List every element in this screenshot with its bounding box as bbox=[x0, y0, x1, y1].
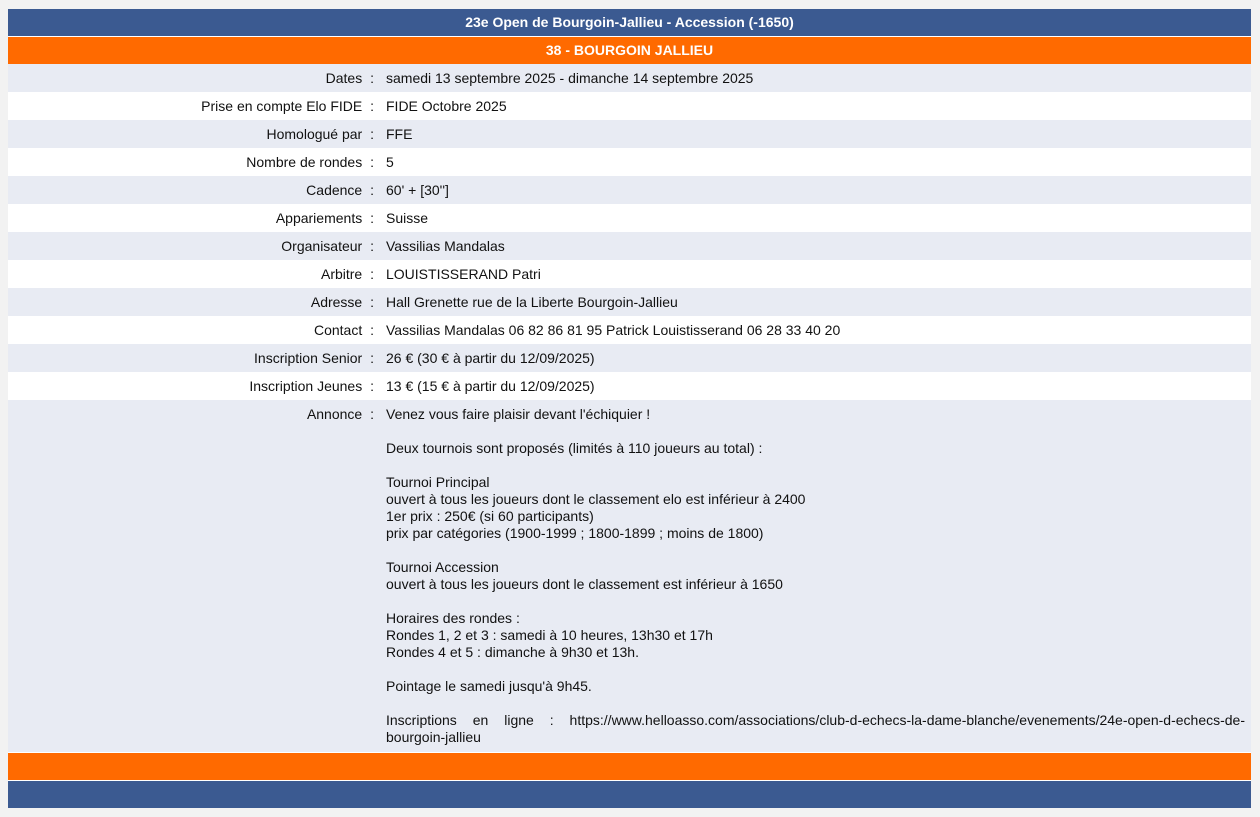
registration-link[interactable]: Inscriptions en ligne : https://www.helloasso.com/associations/club-d-echecs-la-dame-blanche/evenements/24e-open-d-echecs-de-bourgoin-jallieu bbox=[386, 712, 1245, 745]
announcement-paragraph bbox=[386, 559, 1245, 593]
row-rounds bbox=[8, 148, 1251, 176]
row-arbiter bbox=[8, 260, 1251, 288]
announcement-line: 1er prix : 250€ (si 60 participants) bbox=[386, 508, 594, 524]
field-label: Organisateur : bbox=[281, 238, 374, 254]
row-fee-senior bbox=[8, 344, 1251, 372]
field-value: 5 bbox=[386, 154, 394, 170]
field-value: FIDE Octobre 2025 bbox=[386, 98, 507, 114]
announcement-line: ouvert à tous les joueurs dont le classement est inférieur à 1650 bbox=[386, 576, 783, 592]
field-label: Annonce : bbox=[306, 406, 374, 422]
row-fee-youth bbox=[8, 372, 1251, 400]
field-value: Vassilias Mandalas bbox=[386, 238, 505, 254]
row-elo bbox=[8, 92, 1251, 120]
announcement-paragraph bbox=[386, 678, 1245, 695]
row-address bbox=[8, 288, 1251, 316]
tournament-title: 23e Open de Bourgoin-Jallieu - Accession (-1650) bbox=[8, 9, 1251, 37]
tournament-sheet bbox=[8, 9, 1251, 808]
row-pairing bbox=[8, 204, 1251, 232]
field-value: 13 € (15 € à partir du 12/09/2025) bbox=[386, 378, 595, 394]
announcement-text bbox=[380, 400, 1251, 752]
announcement-line: Tournoi Principal bbox=[386, 474, 490, 490]
field-label: Contact : bbox=[313, 322, 374, 338]
details-table bbox=[8, 64, 1251, 752]
announcement-paragraph bbox=[386, 474, 1245, 542]
announcement-line: Pointage le samedi jusqu'à 9h45. bbox=[386, 678, 592, 694]
field-value: LOUISTISSERAND Patri bbox=[386, 266, 541, 282]
field-label: Prise en compte Elo FIDE : bbox=[201, 98, 374, 114]
row-homologation bbox=[8, 120, 1251, 148]
announcement-line: Venez vous faire plaisir devant l'échiquier ! bbox=[386, 406, 651, 422]
announcement-paragraph bbox=[386, 610, 1245, 661]
field-label: Cadence : bbox=[306, 182, 374, 198]
announcement-line: Rondes 4 et 5 : dimanche à 9h30 et 13h. bbox=[386, 644, 639, 660]
row-contact bbox=[8, 316, 1251, 344]
announcement-line: Tournoi Accession bbox=[386, 559, 499, 575]
field-value: 60' + [30''] bbox=[386, 182, 449, 198]
field-label: Nombre de rondes : bbox=[246, 154, 374, 170]
field-label: Inscription Senior : bbox=[254, 350, 374, 366]
row-organizer bbox=[8, 232, 1251, 260]
field-value: Hall Grenette rue de la Liberte Bourgoin-Jallieu bbox=[386, 294, 678, 310]
field-label: Adresse : bbox=[310, 294, 374, 310]
announcement-line: Deux tournois sont proposés (limités à 110 joueurs au total) : bbox=[386, 440, 763, 456]
field-label: Appariements : bbox=[275, 210, 374, 226]
field-value: Vassilias Mandalas 06 82 86 81 95 Patrick Louistisserand 06 28 33 40 20 bbox=[386, 322, 841, 338]
field-label: Inscription Jeunes : bbox=[249, 378, 374, 394]
announcement-line: ouvert à tous les joueurs dont le classement elo est inférieur à 2400 bbox=[386, 491, 806, 507]
announcement-paragraph bbox=[386, 440, 1245, 457]
row-cadence bbox=[8, 176, 1251, 204]
announcement-line: prix par catégories (1900-1999 ; 1800-1899 ; moins de 1800) bbox=[386, 525, 764, 541]
footer-blue-bar bbox=[8, 780, 1251, 808]
announcement-paragraph bbox=[386, 406, 1245, 423]
tournament-location: 38 - BOURGOIN JALLIEU bbox=[8, 37, 1251, 64]
announcement-line: Rondes 1, 2 et 3 : samedi à 10 heures, 13h30 et 17h bbox=[386, 627, 713, 643]
field-label: Dates : bbox=[325, 70, 374, 86]
field-label: Arbitre : bbox=[320, 266, 374, 282]
field-label: Homologué par : bbox=[266, 126, 374, 142]
field-value: samedi 13 septembre 2025 - dimanche 14 septembre 2025 bbox=[386, 70, 754, 86]
announcement-line: Horaires des rondes : bbox=[386, 610, 520, 626]
field-value: Suisse bbox=[386, 210, 429, 226]
row-announcement bbox=[8, 400, 1251, 752]
row-dates bbox=[8, 64, 1251, 92]
field-value: FFE bbox=[386, 126, 413, 142]
footer-orange-bar bbox=[8, 752, 1251, 780]
field-value: 26 € (30 € à partir du 12/09/2025) bbox=[386, 350, 595, 366]
